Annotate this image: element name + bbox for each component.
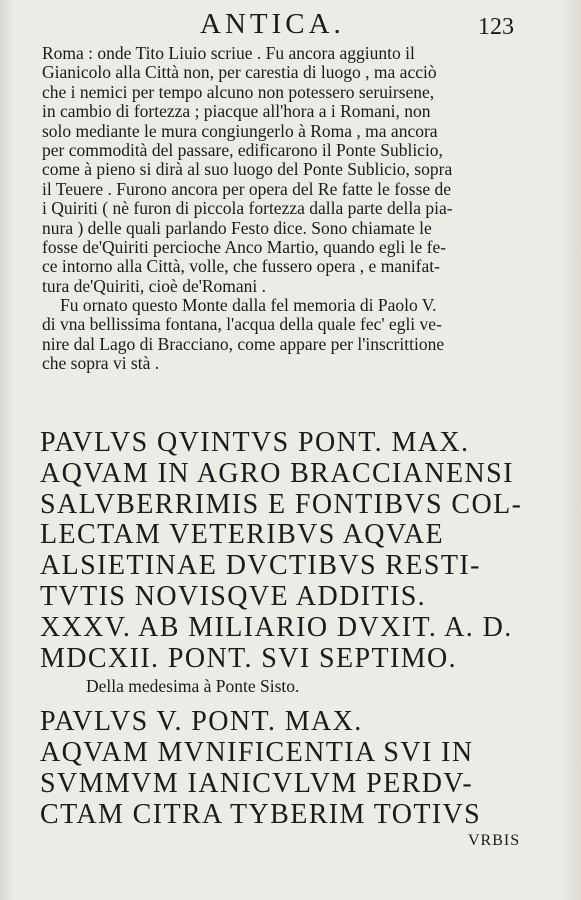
inscription-line: TVTIS NOVISQVE ADDITIS. bbox=[40, 580, 427, 612]
catchword: VRBIS bbox=[468, 832, 521, 849]
text-line: tura de'Quiriti, cioè de'Romani . bbox=[42, 276, 267, 296]
inscription-line: AQVAM MVNIFICENTIA SVI IN bbox=[40, 737, 474, 768]
inscription-line: ALSIETINAE DVCTIBVS RESTI- bbox=[40, 550, 481, 582]
inscription-ponte-sisto bbox=[40, 706, 560, 830]
body-text bbox=[42, 44, 557, 374]
inscription-line: AQVAM IN AGRO BRACCIANENSI bbox=[40, 457, 514, 489]
text-line: i Quiriti ( nè furon di piccola fortezza dalla parte della pia- bbox=[42, 199, 453, 219]
text-line: nire dal Lago di Bracciano, come appare per l'inscrittione bbox=[42, 334, 445, 354]
text-line: Roma : onde Tito Liuio scriue . Fu ancora aggiunto il bbox=[42, 44, 415, 63]
text-line: che sopra vi stà . bbox=[42, 354, 160, 374]
text-line: nura ) delle quali parlando Festo dice. Sono chiamate le bbox=[42, 218, 432, 238]
inscription-line: XXXV. AB MILIARIO DVXIT. A. D. bbox=[40, 611, 513, 643]
text-line: come à pieno si dirà al suo luogo del Ponte Sublicio, sopra bbox=[42, 160, 453, 180]
text-line: solo mediante le mura congiungerlo à Roma , ma ancora bbox=[42, 121, 438, 141]
page-number: 123 bbox=[478, 14, 514, 40]
inscription-line: CTAM CITRA TYBERIM TOTIVS bbox=[40, 799, 482, 830]
running-head bbox=[0, 4, 581, 44]
text-line: in cambio di fortezza ; piacque all'hora a i Romani, non bbox=[42, 102, 431, 122]
inscription-line: LECTAM VETERIBVS AQVAE bbox=[40, 519, 444, 551]
inscription-line: PAVLVS V. PONT. MAX. bbox=[40, 706, 363, 737]
text-line: di vna bellissima fontana, l'acqua della quale fec' egli ve- bbox=[42, 315, 442, 335]
text-line: fosse de'Quiriti percioche Anco Martio, quando egli le fe- bbox=[42, 237, 447, 257]
section-caption: Della medesima à Ponte Sisto. bbox=[86, 676, 300, 696]
inscription-line: MDCXII. PONT. SVI SEPTIMO. bbox=[40, 642, 458, 674]
running-title: ANTICA. bbox=[200, 8, 345, 40]
text-line: il Teuere . Furono ancora per opera del Re fatte le fosse de bbox=[42, 179, 452, 199]
text-line: Fu ornato questo Monte dalla fel memoria di Paolo V. bbox=[60, 296, 437, 316]
text-line: che i nemici per tempo alcuno non potessero seruirsene, bbox=[42, 82, 435, 102]
inscription-paulus-quintus bbox=[40, 428, 560, 674]
text-line: ce intorno alla Città, volle, che fussero opera , e manifat- bbox=[42, 257, 440, 277]
inscription-line: SVMMVM IANICVLVM PERDV- bbox=[40, 768, 474, 799]
inscription-line: SALVBERRIMIS E FONTIBVS COL- bbox=[40, 488, 523, 520]
text-line: Gianicolo alla Città non, per carestia di luogo , ma acciò bbox=[42, 63, 437, 83]
text-line: per commodità del passare, edificarono il Ponte Sublicio, bbox=[42, 140, 443, 160]
inscription-line: PAVLVS QVINTVS PONT. MAX. bbox=[40, 427, 470, 458]
